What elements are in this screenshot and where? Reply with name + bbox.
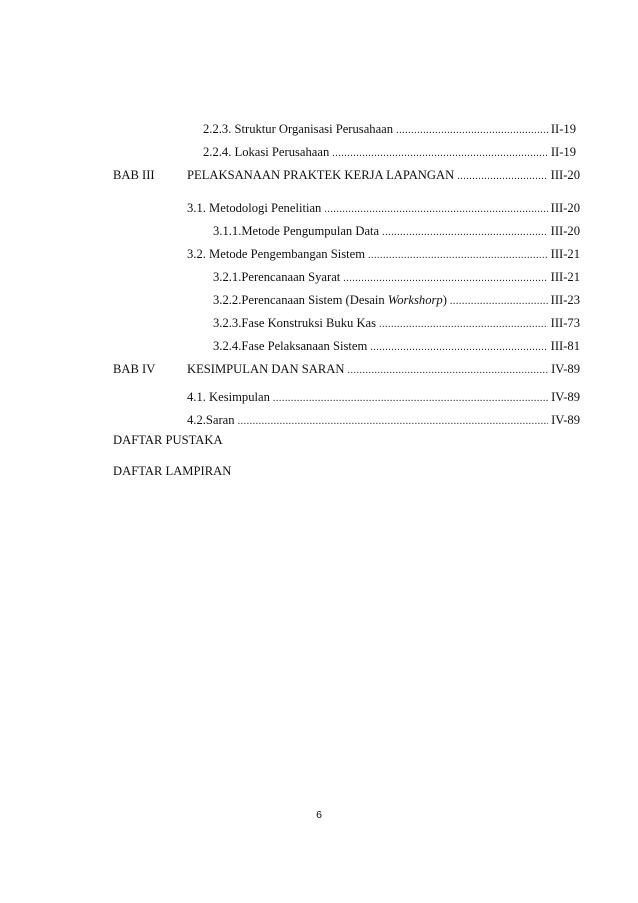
toc-title-text: Perencanaan Sistem (Desain <box>241 293 388 307</box>
toc-chapter-label: BAB IV <box>113 362 156 376</box>
toc-title: Fase Pelaksanaan Sistem <box>241 339 368 353</box>
toc-number: 3.2.4. <box>213 339 242 353</box>
toc-number: 3.2.3. <box>213 316 242 330</box>
toc-page: IV-89 <box>551 413 580 427</box>
toc-leader-dots <box>332 146 548 162</box>
toc-number: 3.2.2. <box>213 293 242 307</box>
toc-title: Kesimpulan <box>209 390 270 404</box>
toc-page: III-23 <box>550 293 580 307</box>
toc-number: 3.2. <box>187 247 206 261</box>
toc-title: Fase Konstruksi Buku Kas <box>241 316 377 330</box>
toc-title <box>241 292 447 308</box>
toc-entry-4-2 <box>187 412 580 430</box>
page-number: 6 <box>316 809 322 821</box>
toc-leader-dots <box>450 294 548 310</box>
toc-leader-dots <box>347 363 548 379</box>
toc-leader-dots <box>457 169 547 185</box>
toc-title: Metode Pengumpulan Data <box>241 224 380 238</box>
toc-title: KESIMPULAN DAN SARAN <box>187 362 345 376</box>
toc-title-italic: Workshorp <box>387 293 443 307</box>
toc-page: II-19 <box>550 122 576 136</box>
toc-page: III-20 <box>550 224 580 238</box>
toc-leader-dots <box>396 123 548 139</box>
toc-entry-3-1 <box>187 200 580 218</box>
toc-page: III-81 <box>550 339 580 353</box>
toc-leader-dots <box>370 340 547 356</box>
toc-entry-3-2-3 <box>213 315 580 333</box>
toc-title-text-end: ) <box>442 293 447 307</box>
toc-page: III-21 <box>550 270 580 284</box>
toc-title: Metode Pengembangan Sistem <box>209 247 366 261</box>
toc-entry-2-2-4 <box>203 144 576 162</box>
toc-leader-dots <box>343 271 547 287</box>
toc-entry-3-2-1 <box>213 269 580 287</box>
toc-number: 3.2.1. <box>213 270 242 284</box>
toc-entry-bab-3 <box>113 167 580 185</box>
toc-title: PELAKSANAAN PRAKTEK KERJA LAPANGAN <box>187 168 455 182</box>
toc-daftar-lampiran: DAFTAR LAMPIRAN <box>113 464 232 478</box>
toc-title: Lokasi Perusahaan <box>234 145 330 159</box>
toc-title: Metodologi Penelitian <box>209 201 322 215</box>
toc-leader-dots <box>368 248 548 264</box>
toc-entry-bab-4 <box>113 361 580 379</box>
toc-page: II-19 <box>550 145 576 159</box>
toc-number: 2.2.3. <box>203 122 232 136</box>
toc-title: Struktur Organisasi Perusahaan <box>234 122 394 136</box>
toc-page: III-20 <box>550 201 580 215</box>
toc-entry-4-1 <box>187 389 580 407</box>
toc-title: Perencanaan Syarat <box>241 270 341 284</box>
toc-entry-3-2-2 <box>213 292 580 310</box>
toc-entry-2-2-3 <box>203 121 576 139</box>
toc-page: IV-89 <box>551 390 580 404</box>
toc-leader-dots <box>273 391 548 407</box>
toc-number: 3.1. <box>187 201 206 215</box>
toc-leader-dots <box>324 202 547 218</box>
toc-entry-3-1-1 <box>213 223 580 241</box>
toc-daftar-pustaka: DAFTAR PUSTAKA <box>113 433 223 447</box>
toc-page: III-20 <box>550 168 580 182</box>
toc-number: 4.1. <box>187 390 206 404</box>
toc-leader-dots <box>238 414 549 430</box>
toc-chapter-label: BAB III <box>113 168 155 182</box>
toc-entry-3-2-4 <box>213 338 580 356</box>
toc-page: III-21 <box>550 247 580 261</box>
toc-number: 2.2.4. <box>203 145 232 159</box>
toc-leader-dots <box>382 225 547 241</box>
toc-entry-3-2 <box>187 246 580 264</box>
toc-title: Saran <box>205 413 235 427</box>
toc-number: 3.1.1. <box>213 224 242 238</box>
toc-number: 4.2. <box>187 413 206 427</box>
toc-leader-dots <box>379 317 548 333</box>
toc-page: IV-89 <box>551 362 580 376</box>
toc-page: III-73 <box>550 316 580 330</box>
